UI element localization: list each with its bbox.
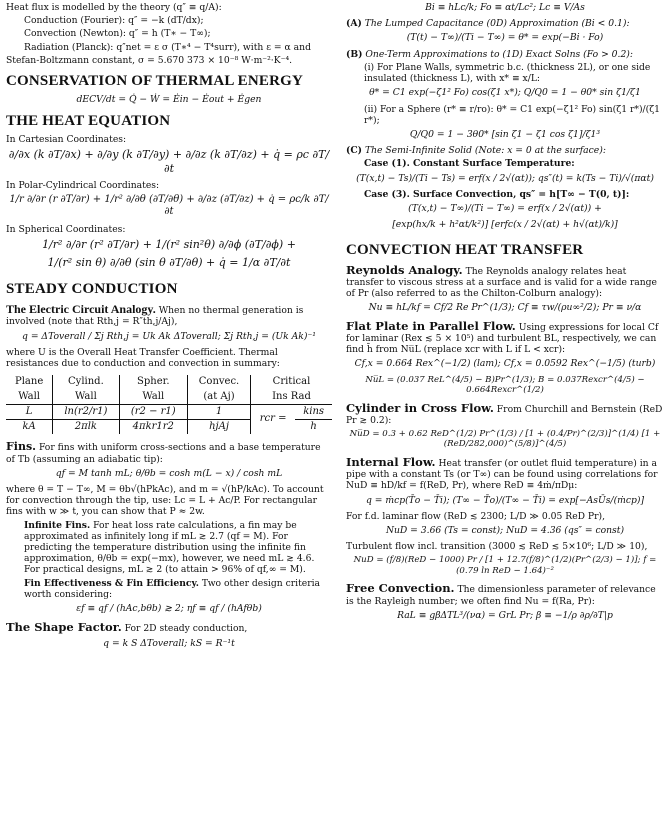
convection-line: Convection (Newton): q″ = h (T∗ − T∞); — [24, 28, 211, 40]
spherical-equation-2: 1/(r² sin θ) ∂/∂θ (sin θ ∂T/∂θ) + q̇ = 1/α ∂T/∂t — [47, 256, 291, 270]
sphere-text: (ii) For a Sphere (r* ≡ r/ro): θ* = C1 exp(−ζ1² Fo) sin(ζ1 r*)/(ζ1 r*); — [364, 103, 661, 126]
section-convection-title: CONVECTION HEAT TRANSFER — [346, 241, 584, 258]
table-cell: 2πlk — [53, 419, 119, 434]
flat-plate-heading: Flat Plate in Parallel Flow. — [346, 318, 516, 333]
cylinder-heading: Cylinder in Cross Flow. — [346, 400, 494, 415]
laminar-text: For f.d. laminar flow (ReD ≲ 2300; L/D ≫ 0.05 ReD Pr), — [346, 510, 606, 522]
fins-where-text: where θ = T − T∞, M = θb√(hPkAc), and m = √(hP/kAc). To account for convection through the tip, use: Lc = L + Ac/P. For rectangular fins with w ≫ t, you can show that P ≈ 2w. — [6, 483, 324, 518]
semi-infinite-text: The Semi-Infinite Solid (Note: x = 0 at the surface): — [364, 145, 606, 157]
free-convection-equation: RaL ≡ gβΔTL³/(να) = GrL Pr; β ≡ −1/ρ ∂ρ/∂T|p — [397, 609, 613, 621]
fins-equation: qf = M tanh mL; θ/θb = cosh m(L − x) / cosh mL — [55, 467, 283, 479]
table-header-cell: Wall — [6, 390, 53, 405]
internal-flow-equation: q = ṁcp(T̄o − T̄i); (T∞ − T̄o)/(T∞ − T̄i) = exp[−AsŪs/(ṁcp)] — [365, 494, 645, 506]
gnielinski-equation: NuD = (f/8)(ReD − 1000) Pr / [1 + 12.7(f/8)^(1/2)(Pr^(2/3) − 1)]; f = (0.79 ln ReD − 1.64)⁻² — [353, 555, 657, 576]
circuit-heading: The Electric Circuit Analogy. — [6, 301, 156, 316]
infinite-fins-heading: Infinite Fins. — [24, 519, 91, 531]
conduction-line: Conduction (Fourier): q″ = −k (dT/dx); — [24, 15, 204, 27]
fins-text: For fins with uniform cross-sections and a base temperature of Tb (assuming an adiabatic tip): — [6, 442, 321, 465]
table-cell: (r2 − r1) — [119, 404, 187, 419]
free-convection-heading: Free Convection. — [346, 581, 455, 596]
table-cell: ln(r2/r1) — [53, 404, 119, 419]
thermal-resistance-table — [6, 375, 332, 434]
table-header-cell: Convec. — [188, 375, 251, 389]
right-column — [346, 2, 664, 815]
case-3-equation-1: (T(x,t) − T∞)/(Ti − T∞) = erf(x / 2√(αt)) + — [408, 203, 602, 215]
infinite-fins-text: For heat loss rate calculations, a fin may be approximated as infinitely long if mL ≳ 2.7 (qf = M). For predicting the temperature distribution using the infinite fin approximation, θ/θb = exp(−mx), however, we need mL ≳ 4.6. For practical designs, mL ≳ 2 (to attain > 96% of qf,∞ = M). — [24, 519, 315, 576]
table-cell: hjAj — [188, 419, 251, 434]
spherical-label: In Spherical Coordinates: — [6, 223, 126, 235]
table-header-cell: Plane — [15, 376, 44, 388]
cartesian-equation: ∂/∂x (k ∂T/∂x) + ∂/∂y (k ∂T/∂y) + ∂/∂z (k ∂T/∂z) + q̇ = ρc ∂T/∂t — [8, 148, 330, 175]
stefan-line: Stefan-Boltzmann constant, σ = 5.670 373 × 10⁻⁸ W·m⁻²·K⁻⁴. — [6, 54, 293, 66]
fin-effectiveness-text: Two other design criteria worth considering: — [24, 577, 320, 600]
sphere-equation: Q/Q0 = 1 − 3θ0* [sin ζ1 − ζ1 cos ζ1]/ζ1³ — [409, 128, 601, 140]
table-cell: L — [6, 404, 53, 419]
table-header-row-1 — [6, 375, 332, 389]
table-header-cell: Spher. — [119, 375, 187, 389]
circuit-after-text: where U is the Overall Heat Transfer Coefficient. Thermal resistances due to conduction and convection in summary: — [6, 346, 280, 370]
free-convection-text: The dimensionless parameter of relevance is the Rayleigh number; we often find Nu = f(Ra, Pr): — [346, 584, 656, 607]
shape-factor-heading: The Shape Factor. — [6, 620, 122, 635]
circuit-text: When no thermal generation is involved (note that Rth,j = R″th,j/Aj), — [6, 304, 304, 328]
table-row — [6, 404, 332, 419]
shape-factor-text: For 2D steady conduction, — [124, 623, 248, 635]
case-3-text: Case (3). Surface Convection, qs″ = h[T∞ − T(0, t)]: — [364, 188, 630, 200]
left-column — [6, 2, 332, 815]
radiation-line: Radiation (Planck): q″net = ε σ (T∗⁴ − T⁴surr), with ε = α and — [24, 41, 311, 53]
energy-equation: dECV/dt = Q̇ − Ẇ = Ėin − Ėout + Ėgen — [76, 94, 262, 106]
section-steady-title: STEADY CONDUCTION — [6, 280, 178, 297]
flat-plate-equation-1: Cf,x = 0.664 Rex^(−1/2) (lam); Cf,x = 0.0592 Rex^(−1/5) (turb) — [354, 358, 656, 370]
lumped-equation: (T(t) − T∞)/(Ti − T∞) = θ* = exp(−Bi · Fo) — [406, 32, 604, 44]
heat-flux-line: Heat flux is modelled by the theory (q″ ≡ q/A): — [6, 2, 222, 13]
internal-flow-heading: Internal Flow. — [346, 454, 436, 469]
table-cell-rcr: rcr = — [250, 404, 295, 434]
biot-fourier-line: Bi ≡ hLc/k; Fo ≡ αt/Lc²; Lc ≡ V/As — [425, 2, 585, 13]
table-header-cell: Cylind. — [53, 375, 119, 389]
cylinder-equation: Nu̅D = 0.3 + 0.62 ReD^(1/2) Pr^(1/3) / [1 + (0.4/Pr)^(2/3)]^(1/4) [1 + (ReD/282,000)^(5/8)]^(4/5) — [349, 428, 661, 450]
one-term-text: One-Term Approximations to (1D) Exact Solns (Fo > 0.2): — [365, 48, 633, 60]
flat-plate-equation-2: Nu̅L = (0.037 ReL^(4/5) − B)Pr^(1/3); B = 0.037Rexcr^(4/5) − 0.664Rexcr^(1/2) — [365, 374, 645, 396]
polar-equation: 1/r ∂/∂r (r ∂T/∂r) + 1/r² ∂/∂θ (∂T/∂θ) + ∂/∂z (∂T/∂z) + q̇ = ρc/k ∂T/∂t — [9, 194, 329, 218]
turbulent-text: Turbulent flow incl. transition (3000 ≲ ReD ≲ 5×10⁶; L/D ≫ 10), — [346, 541, 648, 553]
cartesian-label: In Cartesian Coordinates: — [6, 133, 127, 145]
table-cell: kA — [22, 420, 36, 432]
reynolds-equation: Nu ≡ hL/kf = Cf/2 Re Pr^(1/3); Cf ≡ τw/(ρu∞²/2); Pr ≡ ν/α — [368, 302, 642, 314]
flat-plate-text: Using expressions for local Cf for laminar (Rex ≲ 5 × 10⁵) and turbulent BL, respectively, we can find h̄ from Nu̅L (replace xcr with L if L < xcr): — [346, 321, 659, 356]
case-1-equation: (T(x,t) − Ts)/(Ti − Ts) = erf(x / 2√(αt)); qs″(t) = k(Ts − Ti)/√(παt) — [356, 172, 654, 184]
section-energy-title: CONSERVATION OF THERMAL ENERGY — [6, 73, 304, 90]
table-header-cell: Wall — [53, 390, 119, 405]
plane-walls-text: (i) For Plane Walls, symmetric b.c. (thickness 2L), or one side insulated (thickness L), with x* ≡ x/L: — [364, 61, 651, 85]
reynolds-heading: Reynolds Analogy. — [346, 262, 463, 277]
lumped-label: (A) — [346, 18, 362, 30]
semi-infinite-label: (C) — [346, 145, 363, 157]
fin-effectiveness-equation: εf ≡ qf / (hAc,bθb) ≳ 2; ηf ≡ qf / (hAfθb) — [76, 603, 262, 615]
table-cell: 4πkr1r2 — [119, 419, 187, 434]
laminar-equation: NuD = 3.66 (Ts = const); NuD = 4.36 (qs″ = const) — [385, 525, 625, 537]
fin-effectiveness-heading: Fin Effectiveness & Fin Efficiency. — [24, 577, 199, 589]
table-cell: kins — [295, 404, 332, 419]
lumped-text: The Lumped Capacitance (0D) Approximation (Bi < 0.1): — [364, 18, 630, 30]
table-cell: 1 — [188, 404, 251, 419]
circuit-equation: q = ΔToverall / Σj Rth,j = Uk Ak ΔToverall; Σj Rth,j = (Uk Ak)⁻¹ — [22, 330, 316, 342]
case-1-text: Case (1). Constant Surface Temperature: — [364, 158, 575, 170]
polar-label: In Polar-Cylindrical Coordinates: — [6, 179, 160, 191]
table-header-row-2 — [6, 390, 332, 405]
plane-walls-equation: θ* = C1 exp(−ζ1² Fo) cos(ζ1 x*); Q/Q0 = 1 − θ0* sin ζ1/ζ1 — [369, 87, 641, 99]
spherical-equation-1: 1/r² ∂/∂r (r² ∂T/∂r) + 1/(r² sin²θ) ∂/∂ϕ (∂T/∂ϕ) + — [42, 237, 296, 251]
cylinder-text: From Churchill and Bernstein (ReD Pr ≳ 0.2): — [346, 403, 663, 426]
fins-heading: Fins. — [6, 440, 37, 454]
case-3-equation-2: [exp(hx/k + h²αt/k²)] [erfc(x / 2√(αt) + h√(αt)/k)] — [392, 219, 618, 231]
table-header-cell: (at Aj) — [188, 390, 251, 405]
table-cell: h — [310, 420, 317, 432]
table-header-cell: Wall — [119, 390, 187, 405]
table-header-cell: Ins Rad — [250, 390, 332, 405]
internal-flow-text: Heat transfer (or outlet fluid temperature) in a pipe with a constant Ts (or T∞) can be found using correlations for NuD ≡ hD/kf = f(ReD, Pr), where ReD ≡ 4ṁ/πDμ: — [346, 457, 658, 492]
one-term-label: (B) — [346, 48, 363, 60]
reynolds-text: The Reynolds analogy relates heat transfer to viscous stress at a surface and is valid for a wide range of Pr (also referred to as the Chilton-Colburn analogy): — [346, 265, 657, 300]
section-heat-equation-title: THE HEAT EQUATION — [6, 112, 171, 129]
shape-factor-equation: q = k S ΔToverall; kS = R⁻¹t — [103, 637, 235, 649]
table-header-cell: Critical — [250, 375, 332, 389]
